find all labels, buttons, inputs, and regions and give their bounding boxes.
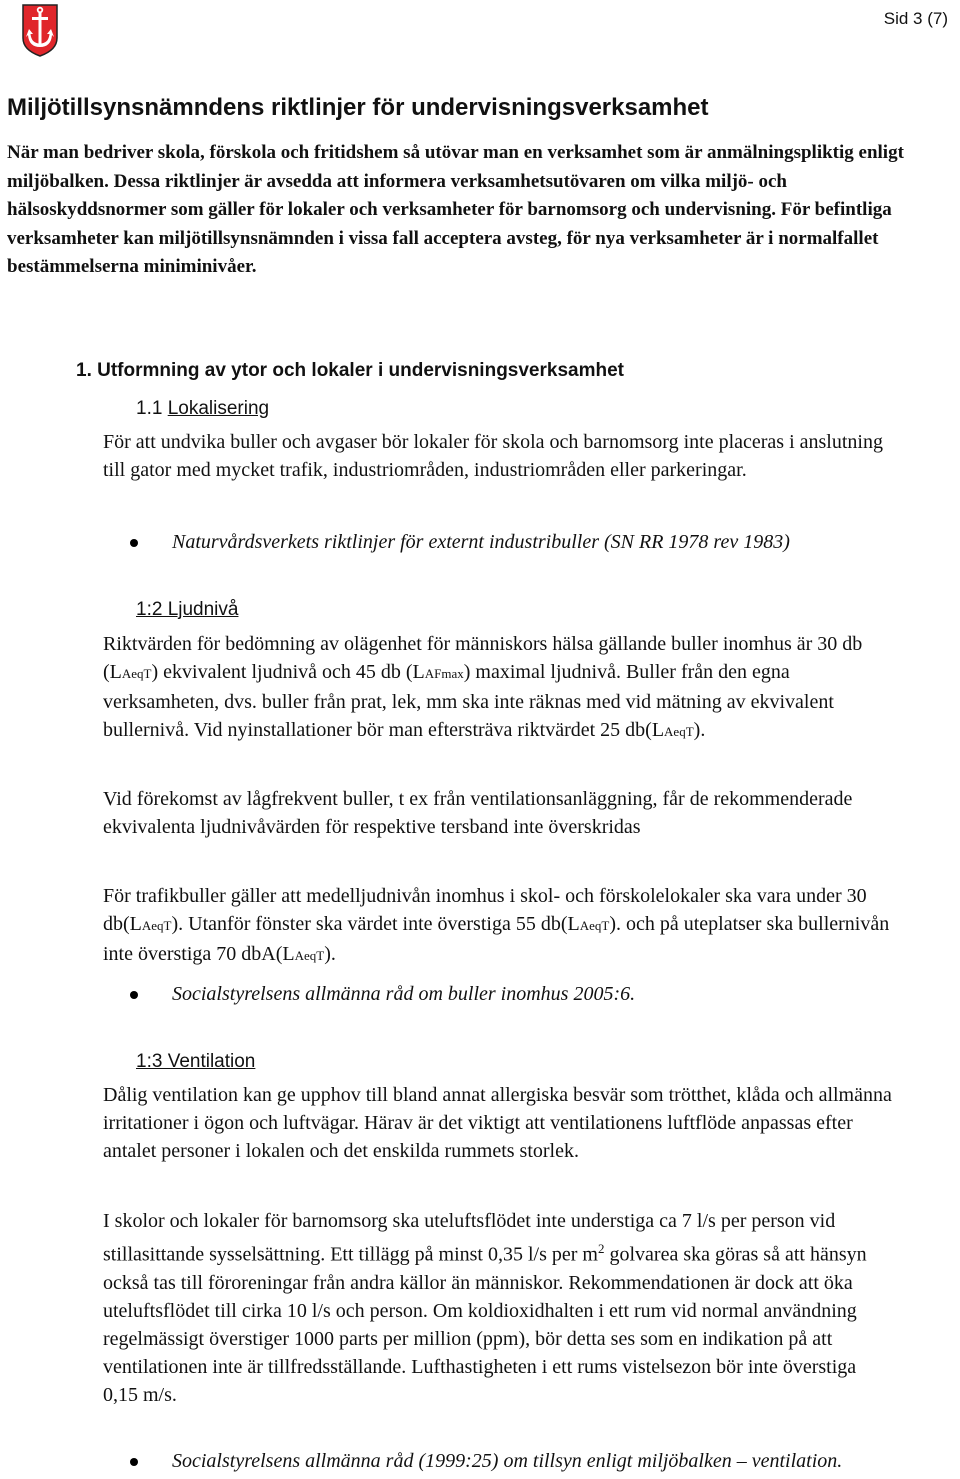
subheading-lokalisering — [136, 398, 269, 420]
bullet-item — [134, 531, 790, 554]
subheading-number: 1.1 — [136, 398, 168, 419]
ventilation-paragraph-2: I skolor och lokaler för barnomsorg ska uteluftsflödet inte understiga ca 7 l/s per person vid stillasittande sysselsättning. Ett tillägg på minst 0,35 l/s per $m^2$ golvarea ska göras så att hänsyn också tas till föroreningar från andra källor än människor. Rekommendationen är dock att öka uteluftsflödet till cirka 10 l/s och person. Om koldioxidhalten i ett rum vid normal användning regelmässigt överstiger 1000 parts per million (ppm), bör detta ses som en indikation på att ventilationen inte är tillfredsställande. Lufthastigheten i ett rums vistelsezon bör inte överstiga 0,15 m/s. — [103, 1210, 867, 1406]
bullet-text: Socialstyrelsens allmänna råd om buller inomhus 2005:6. — [172, 983, 636, 1005]
ventilation-paragraph-1: Dålig ventilation kan ge upphov till bland annat allergiska besvär som trötthet, klåda och allmänna irritationer i ögon och luftvägar. Härav är det viktigt att ventilationens luftflöde anpassas efter antalet personer i lokalen och det enskilda rummets storlek. — [103, 1084, 892, 1162]
section-heading: 1. Utformning av ytor och lokaler i undervisningsverksamhet — [76, 360, 624, 381]
intro-paragraph: När man bedriver skola, förskola och fritidshem så utövar man en verksamhet som är anmälningspliktig enligt miljöbalken. Dessa riktlinjer är avsedda att informera verksamhetsutövaren om vilka miljö- och hälsoskyddsnormer som gäller för lokaler och verksamheter för barnomsorg och undervisning. För befintliga verksamheter kan miljötillsynsnämnden i vissa fall acceptera avsteg, för nya verksamheter är i normalfallet bestämmelserna miniminivåer. — [7, 142, 904, 277]
bullet-dot — [130, 539, 138, 547]
page-number: Sid 3 (7) — [883, 9, 948, 28]
bullet-item — [134, 1450, 842, 1473]
anchor-crest-logo — [20, 2, 60, 58]
lokalisering-paragraph: För att undvika buller och avgaser bör lokaler för skola och barnomsorg inte placeras i anslutning till gator med mycket trafik, industriområden, industriområden eller parkeringar. — [103, 431, 883, 481]
ljudniva-paragraph-3: För trafikbuller gäller att medelljudnivån inomhus i skol- och förskolelokaler ska vara under 30 db(LAeqT). Utanför fönster ska värdet inte överstiga 55 db(LAeqT). och på uteplatser ska bullernivån inte överstiga 70 dbA(LAeqT). — [103, 885, 890, 965]
ljudniva-paragraph-2: Vid förekomst av lågfrekvent buller, t ex från ventilationsanläggning, får de rekommenderade ekvivalenta ljudnivåvärden för respektive tersband inte överskridas — [103, 788, 853, 838]
bullet-dot — [130, 991, 138, 999]
bullet-text: Socialstyrelsens allmänna råd (1999:25) om tillsyn enligt miljöbalken – ventilation. — [172, 1450, 843, 1472]
ljudniva-paragraph-1: Riktvärden för bedömning av olägenhet för människors hälsa gällande buller inomhus är 30 db (LAeqT) ekvivalent ljudnivå och 45 db (LAFmax) maximal ljudnivå. Buller från den egna verksamheten, dvs. buller från prat, lek, mm ska inte räknas med vid mätning av ekvivalent bullernivå. Vid nyinstallationer bör man eftersträva riktvärdet 25 db(LAeqT). — [103, 633, 863, 741]
subheading-text: Lokalisering — [167, 398, 270, 419]
bullet-item — [134, 983, 635, 1006]
subheading-ljudniva: 1:2 Ljudnivå — [136, 599, 239, 620]
bullet-dot — [130, 1458, 138, 1466]
bullet-text: Naturvårdsverkets riktlinjer för externt industribuller (SN RR 1978 rev 1983) — [172, 531, 790, 553]
document-title: Miljötillsynsnämndens riktlinjer för undervisningsverksamhet — [7, 94, 709, 121]
subheading-ventilation: 1:3 Ventilation — [136, 1051, 256, 1072]
